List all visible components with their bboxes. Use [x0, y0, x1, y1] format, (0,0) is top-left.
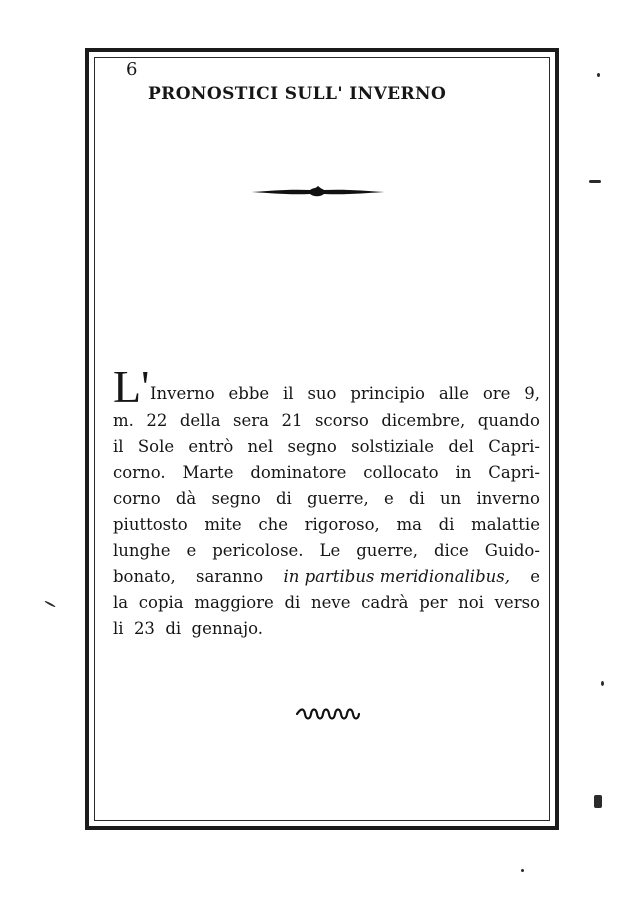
- line-6-word-5: ma: [396, 515, 422, 534]
- line-5-word-5: guerre,: [307, 489, 369, 508]
- line-2-word-5: 21: [281, 411, 303, 430]
- line-1-word-7: ore: [482, 384, 511, 403]
- line-1-word-8: 9,: [524, 384, 540, 403]
- line-7-word-3: pericolose.: [212, 541, 304, 560]
- line-10-word-2: 23: [133, 619, 155, 638]
- line-3-word-6: solstiziale: [351, 437, 435, 456]
- line-1-word-5: principio: [350, 384, 425, 403]
- paragraph-line-9: [113, 590, 540, 616]
- line-5-word-3: segno: [211, 489, 261, 508]
- line-1-word-4: suo: [307, 384, 337, 403]
- line-9-word-1: la: [113, 593, 129, 612]
- paragraph-line-10: [113, 616, 263, 642]
- line-4-word-2: Marte: [182, 463, 234, 482]
- line-10-word-1: li: [113, 619, 124, 638]
- line-1-word-6: alle: [438, 384, 469, 403]
- paragraph-line-8: [113, 564, 540, 590]
- paper-speck: [601, 681, 604, 686]
- line-5-word-1: corno: [113, 489, 161, 508]
- line-2-word-8: quando: [477, 411, 540, 430]
- line-6-word-1: piuttosto: [113, 515, 188, 534]
- line-6-word-3: che: [258, 515, 288, 534]
- line-7-word-2: e: [186, 541, 197, 560]
- line-8-word-4: e: [530, 567, 540, 586]
- paper-speck: [589, 180, 601, 183]
- line-2-word-2: 22: [146, 411, 168, 430]
- line-6-word-6: di: [438, 515, 455, 534]
- page-title: PRONOSTICI SULL' INVERNO: [148, 84, 447, 104]
- line-4-word-6: Capri-: [488, 463, 540, 482]
- line-7-word-4: Le: [319, 541, 341, 560]
- line-8-word-2: saranno: [196, 567, 264, 586]
- line-5-word-8: un: [440, 489, 462, 508]
- paragraph-line-6: [113, 512, 540, 538]
- paragraph-line-3: [113, 434, 540, 460]
- line-4-word-4: collocato: [363, 463, 439, 482]
- line-9-word-9: verso: [494, 593, 540, 612]
- line-5-word-9: inverno: [476, 489, 540, 508]
- line-6-word-7: malattie: [471, 515, 540, 534]
- top-ornament-divider: [250, 184, 386, 200]
- paragraph-line-4: [113, 460, 540, 486]
- line-6-word-2: mite: [204, 515, 242, 534]
- line-7-word-6: dice: [433, 541, 469, 560]
- line-4-word-1: corno.: [113, 463, 166, 482]
- paragraph-line-7: [113, 538, 540, 564]
- drop-cap: L': [113, 361, 150, 412]
- line-10-word-4: gennajo.: [191, 619, 263, 638]
- line-6-word-4: rigoroso,: [304, 515, 380, 534]
- line-2-word-4: sera: [233, 411, 269, 430]
- line-1-word-2: ebbe: [228, 384, 270, 403]
- line-3-word-5: segno: [287, 437, 337, 456]
- line-9-word-7: per: [419, 593, 448, 612]
- line-3-word-3: entrò: [188, 437, 234, 456]
- line-8-italic-latin-phrase: in partibus meridionalibus,: [283, 567, 510, 586]
- page-number: 6: [126, 59, 138, 80]
- line-2-word-6: scorso: [314, 411, 369, 430]
- line-1-word-1: Inverno: [150, 384, 215, 403]
- line-3-word-1: il: [113, 437, 124, 456]
- line-5-word-6: e: [384, 489, 394, 508]
- line-2-word-7: dicembre,: [381, 411, 466, 430]
- line-3-word-4: nel: [247, 437, 274, 456]
- line-5-word-4: di: [276, 489, 292, 508]
- line-3-word-2: Sole: [137, 437, 175, 456]
- paragraph-line-5: [113, 486, 540, 512]
- paper-speck: [594, 795, 602, 808]
- line-3-word-7: del: [448, 437, 474, 456]
- line-9-word-5: neve: [311, 593, 351, 612]
- line-5-word-2: dà: [175, 489, 197, 508]
- line-4-word-5: in: [455, 463, 472, 482]
- line-9-word-6: cadrà: [361, 593, 409, 612]
- line-2-word-3: della: [179, 411, 221, 430]
- line-8-word-1: bonato,: [113, 567, 176, 586]
- paragraph-line-2: [113, 408, 540, 434]
- line-7-word-7: Guido-: [484, 541, 540, 560]
- line-3-word-8: Capri-: [488, 437, 540, 456]
- line-9-word-3: maggiore: [194, 593, 274, 612]
- line-2-word-1: m.: [113, 411, 134, 430]
- line-9-word-4: di: [284, 593, 301, 612]
- line-4-word-3: dominatore: [250, 463, 347, 482]
- line-10-word-3: di: [165, 619, 182, 638]
- line-9-word-8: noi: [458, 593, 484, 612]
- line-7-word-1: lunghe: [113, 541, 171, 560]
- paper-speck: [44, 600, 56, 607]
- paper-speck: [521, 869, 524, 872]
- line-1-word-3: il: [283, 384, 294, 403]
- paper-speck: [597, 73, 600, 77]
- line-5-word-7: di: [408, 489, 425, 508]
- bottom-ornament-divider: [295, 706, 361, 720]
- line-7-word-5: guerre,: [356, 541, 418, 560]
- line-9-word-2: copia: [138, 593, 184, 612]
- paragraph-line-1: [150, 381, 540, 407]
